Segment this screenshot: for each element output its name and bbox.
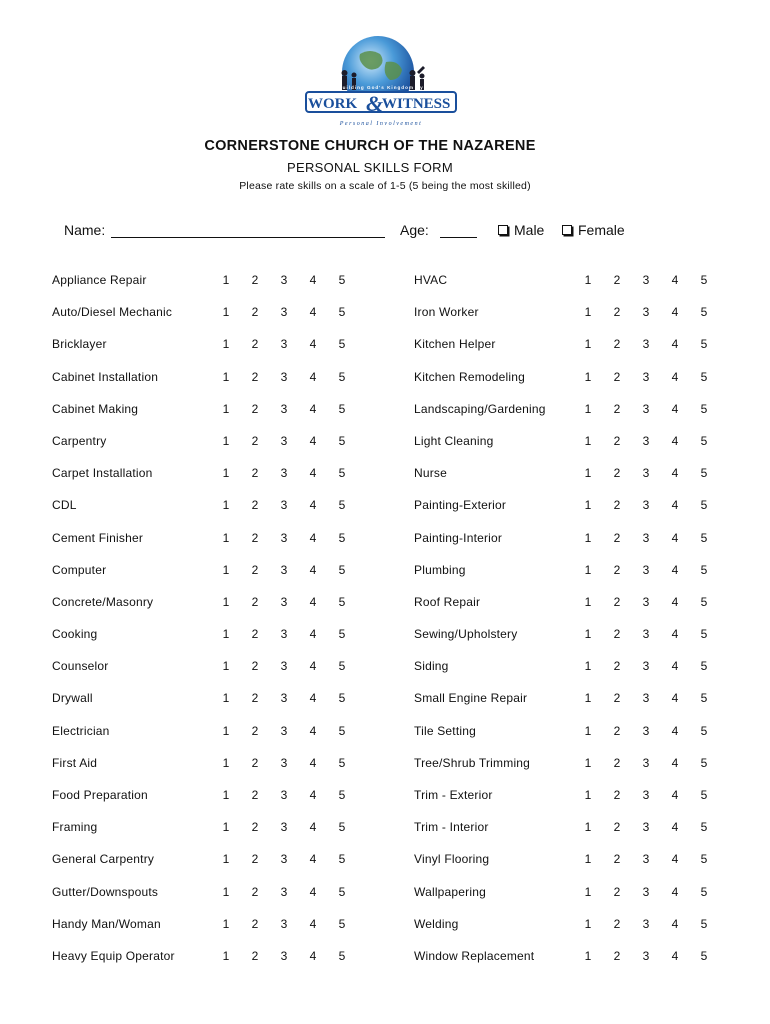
- rating-option-2[interactable]: 2: [251, 788, 259, 802]
- rating-option-3[interactable]: 3: [280, 723, 288, 738]
- rating-option-3[interactable]: 3: [280, 273, 288, 287]
- skill-name: Plumbing: [414, 562, 466, 577]
- rating-option-5[interactable]: 5: [700, 755, 708, 770]
- skill-name: Carpentry: [52, 433, 107, 448]
- rating-option-2[interactable]: 2: [613, 948, 621, 963]
- skill-name: Cement Finisher: [52, 530, 144, 545]
- rating-option-2[interactable]: 2: [613, 562, 621, 577]
- skill-name: HVAC: [414, 273, 448, 287]
- rating-option-1[interactable]: 1: [584, 466, 592, 481]
- rating-option-4[interactable]: 4: [671, 884, 679, 899]
- rating-option-2[interactable]: 2: [613, 820, 621, 835]
- rating-option-1[interactable]: 1: [222, 884, 230, 899]
- rating-option-1[interactable]: 1: [584, 401, 592, 416]
- rating-option-2[interactable]: 2: [251, 498, 259, 513]
- skill-name: Drywall: [52, 691, 93, 706]
- rating-option-1[interactable]: 1: [222, 691, 230, 706]
- rating-option-1[interactable]: 1: [584, 820, 592, 835]
- rating-option-2[interactable]: 2: [251, 337, 259, 352]
- male-option[interactable]: [498, 222, 544, 238]
- rating-option-2[interactable]: 2: [251, 659, 259, 674]
- rating-option-1[interactable]: 1: [222, 369, 230, 384]
- rating-option-3[interactable]: 3: [642, 788, 650, 802]
- rating-option-3[interactable]: 3: [280, 916, 288, 931]
- rating-instructions: Please rate skills on a scale of 1-5 (5 being the most skilled): [239, 180, 531, 192]
- female-option[interactable]: [562, 222, 625, 238]
- rating-option-4[interactable]: 4: [671, 369, 679, 384]
- skill-name: Sewing/Upholstery: [414, 627, 518, 642]
- skill-name: Small Engine Repair: [414, 691, 528, 706]
- rating-option-2[interactable]: 2: [613, 659, 621, 674]
- rating-option-1[interactable]: 1: [222, 788, 230, 802]
- rating-option-2[interactable]: 2: [251, 466, 259, 481]
- rating-option-1[interactable]: 1: [584, 884, 592, 899]
- rating-option-5[interactable]: 5: [700, 723, 708, 738]
- rating-option-3[interactable]: 3: [642, 433, 650, 448]
- rating-option-2[interactable]: 2: [613, 691, 621, 706]
- logo-word-witness: WITNESS: [382, 96, 451, 112]
- rating-option-2[interactable]: 2: [613, 466, 621, 481]
- rating-option-2[interactable]: 2: [251, 820, 259, 835]
- rating-option-2[interactable]: 2: [251, 852, 259, 867]
- skill-name: Roof Repair: [414, 594, 481, 609]
- rating-option-3[interactable]: 3: [642, 852, 650, 867]
- skill-name: Cabinet Installation: [52, 369, 159, 384]
- rating-option-3[interactable]: 3: [642, 594, 650, 609]
- rating-option-3[interactable]: 3: [642, 466, 650, 481]
- rating-option-5[interactable]: 5: [700, 562, 708, 577]
- skill-name: General Carpentry: [52, 852, 155, 867]
- rating-option-4[interactable]: 4: [309, 594, 317, 609]
- rating-option-2[interactable]: 2: [251, 627, 259, 642]
- skill-name: Framing: [52, 820, 98, 835]
- rating-option-4[interactable]: 4: [309, 337, 317, 352]
- rating-option-5[interactable]: 5: [700, 916, 708, 931]
- rating-option-3[interactable]: 3: [642, 273, 650, 287]
- rating-option-3[interactable]: 3: [280, 691, 288, 706]
- logo-arc-text: Building God's Kingdom by: [338, 85, 424, 90]
- rating-option-3[interactable]: 3: [280, 466, 288, 481]
- rating-option-5[interactable]: 5: [338, 691, 346, 706]
- rating-option-2[interactable]: 2: [613, 916, 621, 931]
- rating-option-1[interactable]: 1: [222, 305, 230, 320]
- rating-option-5[interactable]: 5: [700, 305, 708, 320]
- rating-option-4[interactable]: 4: [671, 562, 679, 577]
- name-field[interactable]: [111, 237, 385, 238]
- rating-option-2[interactable]: 2: [251, 691, 259, 706]
- rating-option-4[interactable]: 4: [309, 948, 317, 963]
- skill-name: Nurse: [414, 466, 448, 481]
- rating-option-4[interactable]: 4: [671, 498, 679, 513]
- rating-option-4[interactable]: 4: [309, 369, 317, 384]
- rating-option-3[interactable]: 3: [280, 948, 288, 963]
- rating-option-4[interactable]: 4: [671, 337, 679, 352]
- skill-name: Light Cleaning: [414, 433, 494, 448]
- rating-option-5[interactable]: 5: [338, 788, 346, 802]
- rating-option-1[interactable]: 1: [584, 337, 592, 352]
- rating-option-4[interactable]: 4: [309, 788, 317, 802]
- rating-option-3[interactable]: 3: [642, 948, 650, 963]
- female-checkbox[interactable]: [562, 225, 572, 235]
- rating-option-3[interactable]: 3: [280, 788, 288, 802]
- rating-option-2[interactable]: 2: [613, 530, 621, 545]
- rating-option-1[interactable]: 1: [222, 659, 230, 674]
- personal-info-row: [0, 222, 770, 242]
- rating-option-1[interactable]: 1: [584, 433, 592, 448]
- rating-option-2[interactable]: 2: [251, 884, 259, 899]
- rating-option-4[interactable]: 4: [671, 401, 679, 416]
- rating-option-3[interactable]: 3: [280, 627, 288, 642]
- female-label: Female: [578, 222, 625, 238]
- rating-option-5[interactable]: 5: [700, 401, 708, 416]
- skill-name: Cooking: [52, 627, 98, 642]
- skill-name: Food Preparation: [52, 788, 148, 802]
- rating-option-1[interactable]: 1: [222, 723, 230, 738]
- rating-option-1[interactable]: 1: [584, 916, 592, 931]
- rating-option-4[interactable]: 4: [309, 498, 317, 513]
- rating-option-4[interactable]: 4: [671, 788, 679, 802]
- rating-option-4[interactable]: 4: [671, 530, 679, 545]
- rating-option-3[interactable]: 3: [642, 627, 650, 642]
- rating-option-5[interactable]: 5: [338, 273, 346, 287]
- rating-option-1[interactable]: 1: [584, 723, 592, 738]
- logo-tagline: Personal Involvement: [339, 121, 423, 127]
- rating-option-5[interactable]: 5: [338, 723, 346, 738]
- rating-option-5[interactable]: 5: [700, 498, 708, 513]
- skill-name: Siding: [414, 659, 449, 674]
- rating-option-3[interactable]: 3: [642, 530, 650, 545]
- rating-option-5[interactable]: 5: [338, 498, 346, 513]
- rating-option-3[interactable]: 3: [642, 820, 650, 835]
- skill-name: Landscaping/Gardening: [414, 401, 546, 416]
- rating-option-2[interactable]: 2: [251, 916, 259, 931]
- rating-option-5[interactable]: 5: [338, 820, 346, 835]
- rating-option-1[interactable]: 1: [584, 627, 592, 642]
- rating-option-4[interactable]: 4: [309, 273, 317, 287]
- rating-option-1[interactable]: 1: [222, 852, 230, 867]
- rating-option-5[interactable]: 5: [700, 433, 708, 448]
- rating-option-3[interactable]: 3: [642, 305, 650, 320]
- rating-option-1[interactable]: 1: [584, 948, 592, 963]
- male-checkbox[interactable]: [498, 225, 508, 235]
- rating-option-3[interactable]: 3: [642, 884, 650, 899]
- rating-option-5[interactable]: 5: [338, 466, 346, 481]
- rating-option-3[interactable]: 3: [280, 755, 288, 770]
- skill-name: Window Replacement: [414, 948, 535, 963]
- rating-option-4[interactable]: 4: [309, 530, 317, 545]
- rating-option-2[interactable]: 2: [613, 305, 621, 320]
- rating-option-2[interactable]: 2: [613, 498, 621, 513]
- rating-option-5[interactable]: 5: [338, 305, 346, 320]
- rating-option-2[interactable]: 2: [251, 948, 259, 963]
- rating-option-1[interactable]: 1: [222, 948, 230, 963]
- rating-option-1[interactable]: 1: [584, 852, 592, 867]
- skill-name: Vinyl Flooring: [414, 852, 490, 867]
- rating-option-4[interactable]: 4: [309, 723, 317, 738]
- rating-option-5[interactable]: 5: [338, 530, 346, 545]
- rating-option-1[interactable]: 1: [222, 273, 230, 287]
- rating-option-4[interactable]: 4: [671, 433, 679, 448]
- skill-name: Appliance Repair: [52, 273, 147, 287]
- rating-option-2[interactable]: 2: [613, 401, 621, 416]
- rating-option-3[interactable]: 3: [642, 691, 650, 706]
- rating-option-3[interactable]: 3: [280, 594, 288, 609]
- skill-name: Cabinet Making: [52, 401, 139, 416]
- rating-option-1[interactable]: 1: [584, 369, 592, 384]
- rating-option-5[interactable]: 5: [338, 916, 346, 931]
- rating-option-2[interactable]: 2: [613, 273, 621, 287]
- male-label: Male: [514, 222, 545, 238]
- rating-option-3[interactable]: 3: [280, 820, 288, 835]
- skill-name: Bricklayer: [52, 337, 107, 352]
- rating-option-3[interactable]: 3: [642, 562, 650, 577]
- rating-option-2[interactable]: 2: [251, 305, 259, 320]
- rating-option-2[interactable]: 2: [251, 755, 259, 770]
- rating-option-3[interactable]: 3: [642, 916, 650, 931]
- rating-option-3[interactable]: 3: [642, 369, 650, 384]
- rating-option-1[interactable]: 1: [222, 916, 230, 931]
- rating-option-3[interactable]: 3: [642, 498, 650, 513]
- rating-option-2[interactable]: 2: [251, 369, 259, 384]
- rating-option-2[interactable]: 2: [251, 433, 259, 448]
- rating-option-3[interactable]: 3: [280, 401, 288, 416]
- skill-name: Computer: [52, 562, 107, 577]
- rating-option-4[interactable]: 4: [309, 627, 317, 642]
- skill-name: Painting-Interior: [414, 530, 503, 545]
- skill-name: CDL: [52, 498, 77, 513]
- rating-option-3[interactable]: 3: [642, 337, 650, 352]
- rating-option-4[interactable]: 4: [309, 755, 317, 770]
- rating-option-1[interactable]: 1: [584, 594, 592, 609]
- rating-option-4[interactable]: 4: [671, 916, 679, 931]
- rating-option-4[interactable]: 4: [671, 691, 679, 706]
- rating-option-5[interactable]: 5: [338, 852, 346, 867]
- name-label: Name:: [64, 222, 106, 238]
- rating-option-1[interactable]: 1: [584, 305, 592, 320]
- rating-option-5[interactable]: 5: [700, 852, 708, 867]
- form-title: PERSONAL SKILLS FORM: [287, 160, 453, 175]
- rating-option-1[interactable]: 1: [584, 755, 592, 770]
- rating-option-4[interactable]: 4: [671, 659, 679, 674]
- age-label: Age:: [400, 222, 429, 238]
- rating-option-4[interactable]: 4: [671, 723, 679, 738]
- age-field[interactable]: [440, 237, 477, 238]
- rating-option-4[interactable]: 4: [309, 433, 317, 448]
- rating-option-3[interactable]: 3: [280, 369, 288, 384]
- rating-option-2[interactable]: 2: [251, 562, 259, 577]
- rating-option-5[interactable]: 5: [338, 948, 346, 963]
- rating-option-4[interactable]: 4: [671, 755, 679, 770]
- rating-option-4[interactable]: 4: [671, 594, 679, 609]
- rating-option-3[interactable]: 3: [642, 659, 650, 674]
- skill-name: Iron Worker: [414, 305, 479, 320]
- rating-option-2[interactable]: 2: [613, 884, 621, 899]
- rating-option-3[interactable]: 3: [280, 852, 288, 867]
- rating-option-4[interactable]: 4: [309, 884, 317, 899]
- rating-option-4[interactable]: 4: [309, 659, 317, 674]
- rating-option-1[interactable]: 1: [222, 337, 230, 352]
- rating-option-1[interactable]: 1: [584, 530, 592, 545]
- skill-name: Gutter/Downspouts: [52, 884, 159, 899]
- rating-option-1[interactable]: 1: [584, 691, 592, 706]
- rating-option-5[interactable]: 5: [338, 337, 346, 352]
- skill-name: Concrete/Masonry: [52, 594, 154, 609]
- rating-option-5[interactable]: 5: [338, 884, 346, 899]
- skill-name: Kitchen Helper: [414, 337, 496, 352]
- rating-option-3[interactable]: 3: [642, 755, 650, 770]
- skill-name: Counselor: [52, 659, 109, 674]
- rating-option-1[interactable]: 1: [584, 659, 592, 674]
- rating-option-1[interactable]: 1: [584, 788, 592, 802]
- rating-option-4[interactable]: 4: [309, 466, 317, 481]
- rating-option-5[interactable]: 5: [700, 337, 708, 352]
- skill-name: Painting-Exterior: [414, 498, 507, 513]
- rating-option-5[interactable]: 5: [700, 273, 708, 287]
- skill-name: Trim - Interior: [414, 820, 489, 835]
- rating-option-3[interactable]: 3: [280, 659, 288, 674]
- logo-word-work: WORK: [308, 96, 358, 112]
- rating-option-2[interactable]: 2: [251, 594, 259, 609]
- rating-option-1[interactable]: 1: [222, 466, 230, 481]
- rating-option-5[interactable]: 5: [338, 433, 346, 448]
- rating-option-1[interactable]: 1: [584, 562, 592, 577]
- rating-option-2[interactable]: 2: [613, 594, 621, 609]
- skill-name: Electrician: [52, 723, 110, 738]
- rating-option-3[interactable]: 3: [280, 498, 288, 513]
- rating-option-2[interactable]: 2: [251, 401, 259, 416]
- rating-option-1[interactable]: 1: [222, 562, 230, 577]
- skill-name: Welding: [414, 916, 459, 931]
- rating-option-3[interactable]: 3: [280, 884, 288, 899]
- rating-option-3[interactable]: 3: [280, 530, 288, 545]
- rating-option-4[interactable]: 4: [671, 627, 679, 642]
- rating-option-1[interactable]: 1: [222, 820, 230, 835]
- rating-option-2[interactable]: 2: [613, 627, 621, 642]
- rating-option-4[interactable]: 4: [309, 820, 317, 835]
- rating-option-3[interactable]: 3: [280, 562, 288, 577]
- rating-option-1[interactable]: 1: [584, 273, 592, 287]
- rating-option-5[interactable]: 5: [338, 369, 346, 384]
- church-title: CORNERSTONE CHURCH OF THE NAZARENE: [204, 138, 536, 154]
- rating-option-4[interactable]: 4: [671, 820, 679, 835]
- rating-option-3[interactable]: 3: [280, 433, 288, 448]
- rating-option-2[interactable]: 2: [613, 852, 621, 867]
- rating-option-5[interactable]: 5: [700, 530, 708, 545]
- rating-option-1[interactable]: 1: [222, 627, 230, 642]
- rating-option-5[interactable]: 5: [700, 594, 708, 609]
- rating-option-3[interactable]: 3: [642, 723, 650, 738]
- rating-option-3[interactable]: 3: [280, 337, 288, 352]
- logo-ampersand: &: [366, 91, 384, 116]
- rating-option-5[interactable]: 5: [338, 627, 346, 642]
- rating-option-2[interactable]: 2: [613, 755, 621, 770]
- skill-name: Handy Man/Woman: [52, 916, 161, 931]
- rating-option-5[interactable]: 5: [338, 562, 346, 577]
- rating-option-1[interactable]: 1: [222, 594, 230, 609]
- rating-option-4[interactable]: 4: [309, 401, 317, 416]
- rating-option-2[interactable]: 2: [251, 530, 259, 545]
- rating-option-1[interactable]: 1: [222, 498, 230, 513]
- rating-option-5[interactable]: 5: [700, 627, 708, 642]
- skill-name: First Aid: [52, 755, 98, 770]
- rating-option-4[interactable]: 4: [671, 305, 679, 320]
- rating-option-1[interactable]: 1: [222, 755, 230, 770]
- rating-option-4[interactable]: 4: [309, 562, 317, 577]
- skill-name: Heavy Equip Operator: [52, 948, 175, 963]
- rating-option-2[interactable]: 2: [613, 788, 621, 802]
- rating-option-5[interactable]: 5: [338, 755, 346, 770]
- skill-name: Auto/Diesel Mechanic: [52, 305, 173, 320]
- rating-option-5[interactable]: 5: [700, 691, 708, 706]
- skill-name: Wallpapering: [414, 884, 486, 899]
- work-and-witness-logo: [300, 32, 462, 130]
- rating-option-2[interactable]: 2: [613, 433, 621, 448]
- rating-option-4[interactable]: 4: [309, 305, 317, 320]
- rating-option-1[interactable]: 1: [222, 401, 230, 416]
- skill-name: Carpet Installation: [52, 466, 153, 481]
- rating-option-4[interactable]: 4: [671, 948, 679, 963]
- rating-option-1[interactable]: 1: [584, 498, 592, 513]
- rating-option-2[interactable]: 2: [251, 273, 259, 287]
- rating-option-4[interactable]: 4: [309, 916, 317, 931]
- rating-option-5[interactable]: 5: [700, 884, 708, 899]
- rating-option-4[interactable]: 4: [671, 466, 679, 481]
- rating-option-5[interactable]: 5: [700, 369, 708, 384]
- rating-option-2[interactable]: 2: [613, 723, 621, 738]
- rating-option-5[interactable]: 5: [700, 948, 708, 963]
- rating-option-5[interactable]: 5: [338, 401, 346, 416]
- rating-option-2[interactable]: 2: [613, 369, 621, 384]
- rating-option-5[interactable]: 5: [700, 659, 708, 674]
- rating-option-4[interactable]: 4: [309, 852, 317, 867]
- rating-option-5[interactable]: 5: [700, 788, 708, 802]
- rating-option-5[interactable]: 5: [700, 820, 708, 835]
- rating-option-3[interactable]: 3: [642, 401, 650, 416]
- rating-option-5[interactable]: 5: [338, 659, 346, 674]
- rating-option-4[interactable]: 4: [671, 273, 679, 287]
- rating-option-4[interactable]: 4: [309, 691, 317, 706]
- rating-option-3[interactable]: 3: [280, 305, 288, 320]
- skill-name: Trim - Exterior: [414, 788, 493, 802]
- rating-option-5[interactable]: 5: [338, 594, 346, 609]
- rating-option-5[interactable]: 5: [700, 466, 708, 481]
- skill-name: Tree/Shrub Trimming: [414, 755, 531, 770]
- rating-option-1[interactable]: 1: [222, 433, 230, 448]
- rating-option-2[interactable]: 2: [251, 723, 259, 738]
- skill-name: Tile Setting: [414, 723, 476, 738]
- rating-option-2[interactable]: 2: [613, 337, 621, 352]
- rating-option-1[interactable]: 1: [222, 530, 230, 545]
- rating-option-4[interactable]: 4: [671, 852, 679, 867]
- skill-name: Kitchen Remodeling: [414, 369, 525, 384]
